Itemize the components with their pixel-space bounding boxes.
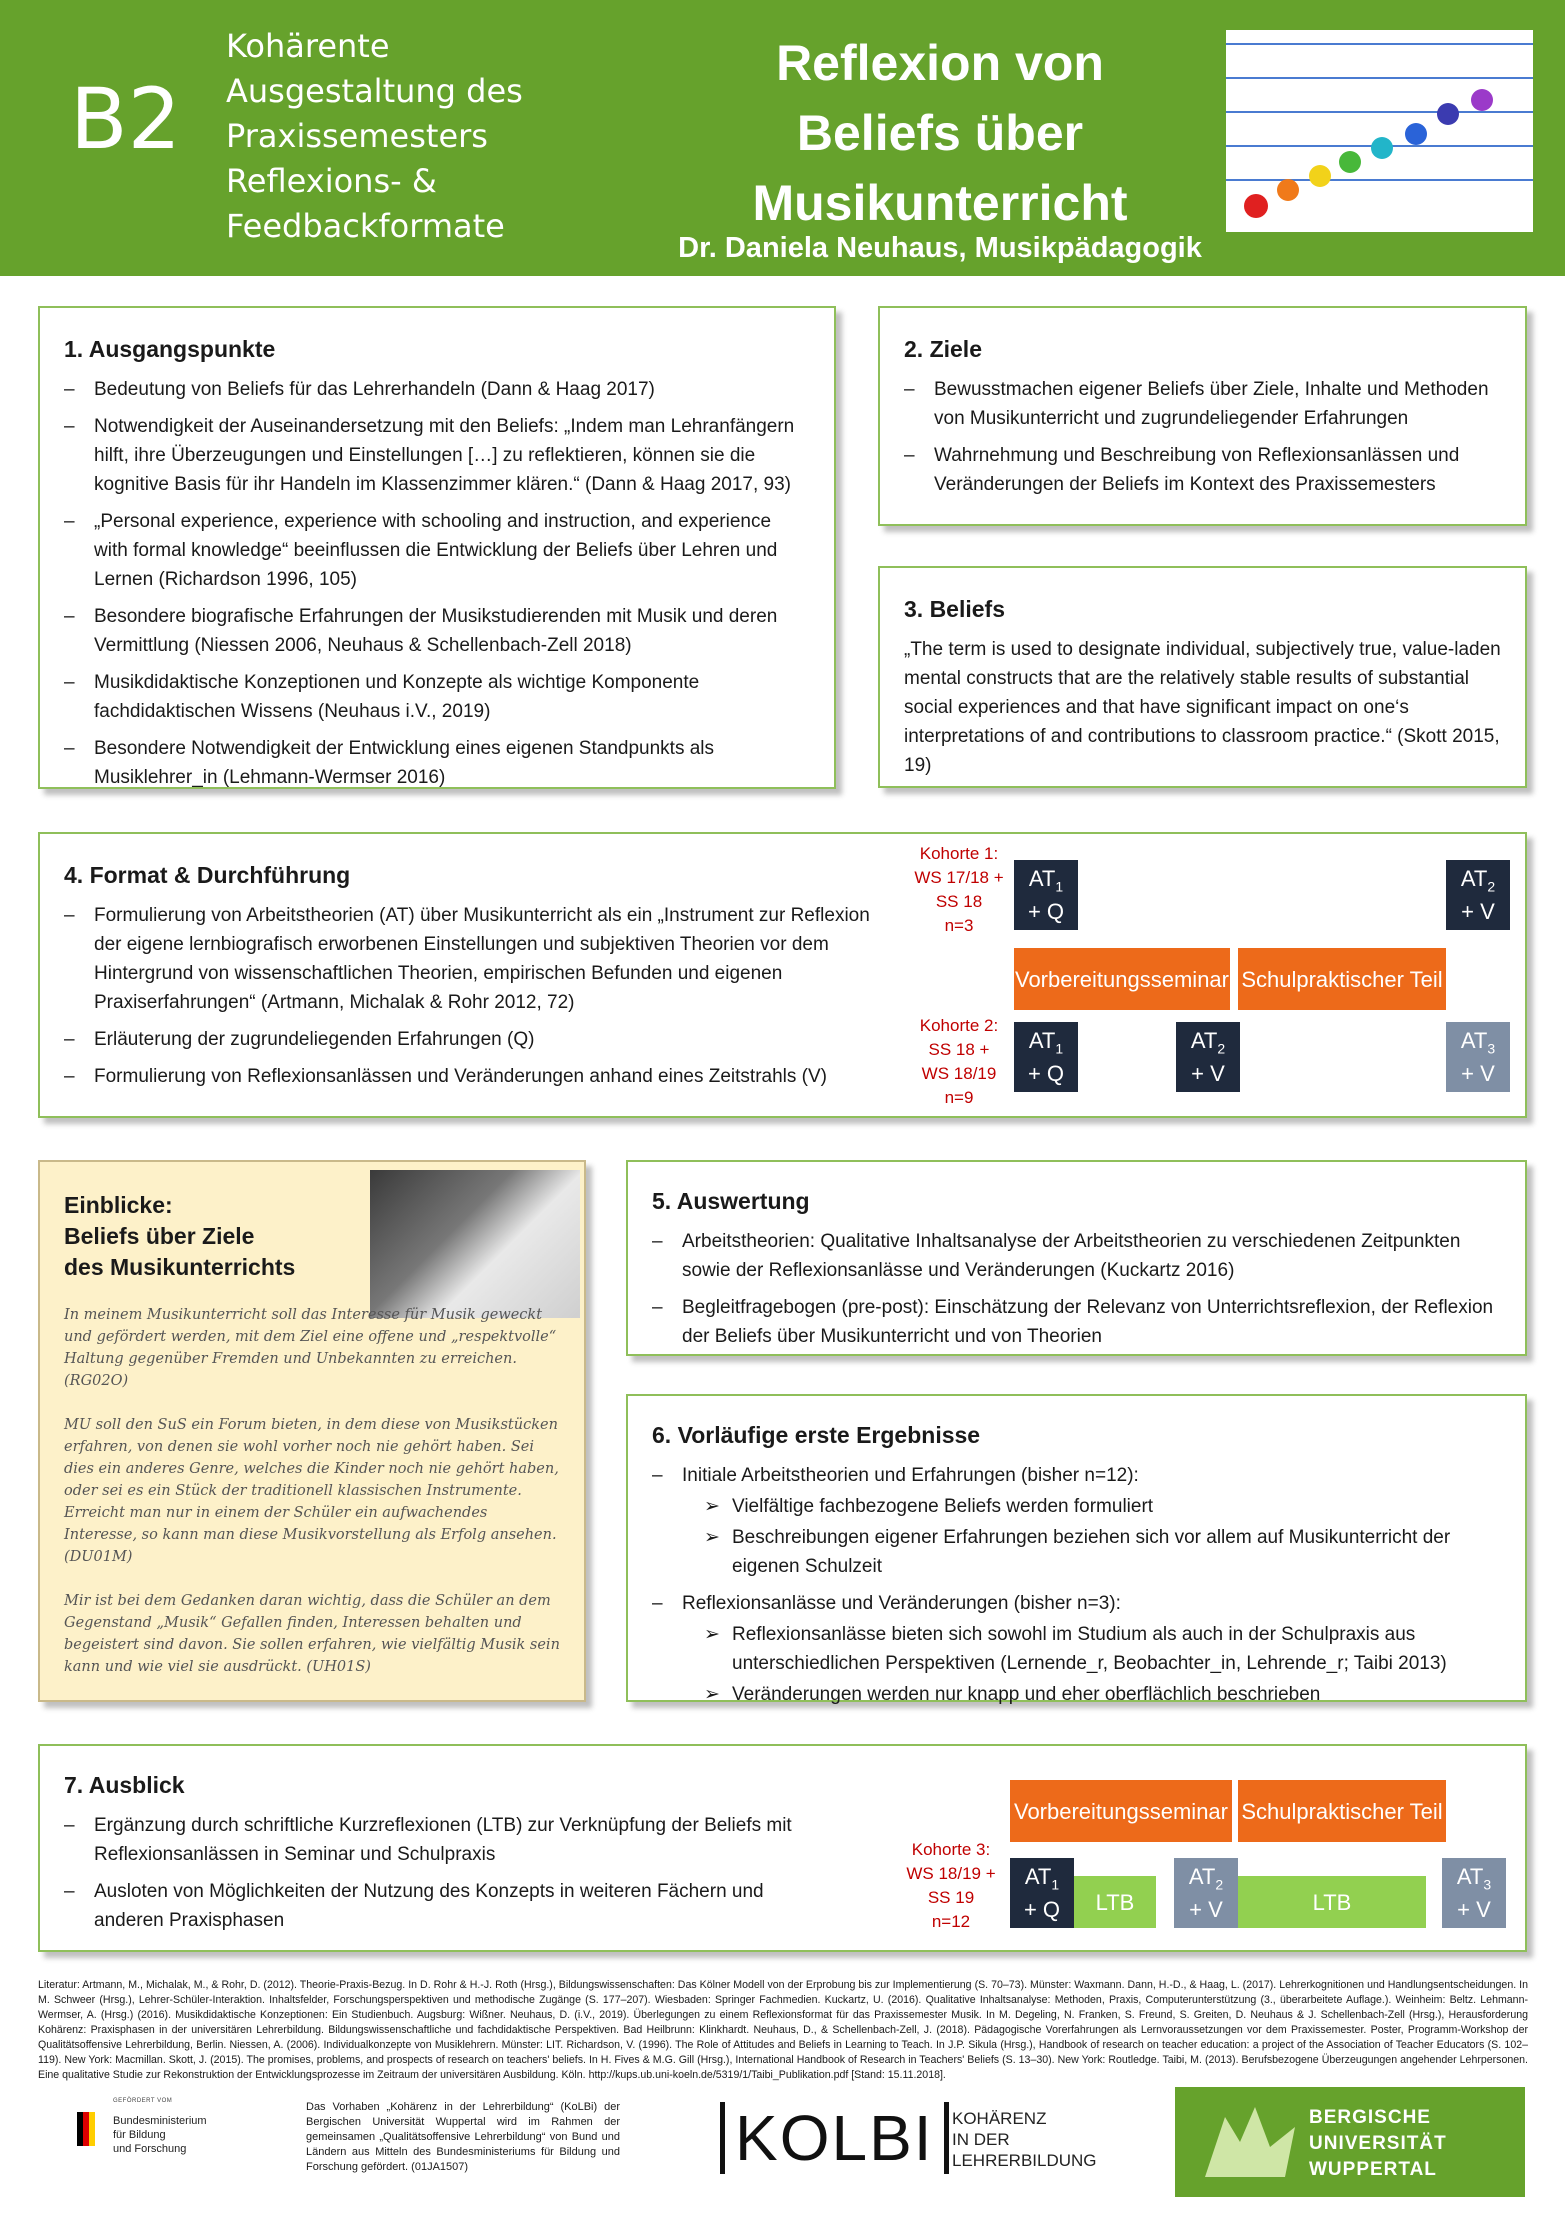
list-item: – Arbeitstheorien: Qualitative Inhaltsanalyse der Arbeitstheorien zu verschiedenen Zeitpunkten sowie der Reflexionsanlässe und Veränderungen (Kuckartz 2016)	[652, 1227, 1501, 1285]
section-beliefs	[878, 566, 1527, 788]
section-title: 2. Ziele	[904, 336, 982, 362]
ltb-cell: LTB	[1238, 1876, 1426, 1928]
section-title: 3. Beliefs	[904, 596, 1005, 622]
bullet-list	[64, 1811, 824, 1935]
literature-references: Literatur: Artmann, M., Michalak, M., & Rohr, D. (2012). Theorie-Praxis-Bezug. In D. Rohr & H.-J. Roth (Hrsg.), Bildungswissenschaften: Das Kölner Modell von der Erprobung bis zur Implementierung (S. 70–73). Münster: Waxmann. Dann, H.-D., & Haag, L. (2017). Lehrerkognitionen und Handlungsentscheidungen. In M. Schweer (Hrsg.), Lehrer-Schüler-Interaktion. Inhaltsfelder, Forschungsperspektiven und methodische Zugänge (S. 177–207). Wiesbaden: Springer Fachmedien. Kuckartz, U. (2016). Qualitative Inhaltsanalyse: Methoden, Praxis, Computerunterstützung (3., überarbeitete Auflage.). Weinheim: Beltz. Lehmann-Wermser, A. (Hrsg.) (2016). Musikdidaktische Konzeptionen: Ein Studienbuch. Augsburg: Wißner. Neuhaus, D. (i.V., 2019). Überlegungen zu einem Reflexionsformat für das Praxissemester Musik. In M. Degeling, N. Franken, S. Freund, S. Greiten, D. Neuhaus & J. Schellenbach-Zell (Hrsg.), Herausforderung Kohärenz: Praxisphasen in der universitären Lehrerbildung. Bildungswissenschaftliche und fachdidaktische Perspektiven. Bad Heilbrunn: Klinkhardt. Neuhaus, D., & Schellenbach-Zell, J. (2018). Pädagogische Vorerfahrungen als Lernvoraussetzungen vor dem Praxissemester. Poster, Programm-Workshop der Qualitätsoffensive Lehrerbildung, Berlin. Niessen, A. (2006). Individualkonzepte von Musiklehrern. Münster: LIT. Richardson, V. (1996). The Role of Attitudes and Beliefs in Learning to Teach. In J.P. Sikula (Hrsg.), Handbook of research on teacher education: a project of the Association of Teacher Educators (S. 102–119). New York: Macmillan. Skott, J. (2015). The promises, problems, and prospects of research on teachers' beliefs. In H. Fives & M.G. Gill (Hrsg.), International Handbook of Research in Teachers' Beliefs (S. 13–30). New York: Routledge. Taibi, M. (2013). Berufsbezogene Überzeugungen angehender Lehrpersonen. Eine qualitative Studie zur Rekonstruktion der Entwicklungsprozesse im Zeitraum der universitären Ausbildung. Köln. http://kups.ub.uni-koeln.de/5319/1/Taibi_Publikation.pdf [Stand: 15.11.2018].	[38, 1979, 1528, 2081]
list-item: – Formulierung von Arbeitstheorien (AT) über Musikunterricht als ein „Instrument zur Reflexion der eigene lernbiografisch erworbenen Einstellungen und subjektiven Theorien vor dem Hintergrund von wissenschaftlichen Theorien, empirischen Befunden und eigenen Praxiserfahrungen“ (Artmann, Michalak & Rohr 2012, 72)	[64, 901, 884, 1017]
section-auswertung	[626, 1160, 1527, 1356]
list-subitem: ➢ Veränderungen werden nur knapp und eher oberflächlich beschrieben	[652, 1680, 1501, 1709]
list-item: – Notwendigkeit der Auseinandersetzung mit den Beliefs: „Indem man Lehranfängern hilft, ihre Überzeugungen und Einstellungen […] zu reflektieren, können sie die kognitive Basis für ihr Handeln im Klassenzimmer klären.“ (Dann & Haag 2017, 93)	[64, 412, 810, 499]
list-item: – Formulierung von Reflexionsanlässen und Veränderungen anhand eines Zeitstrahls (V)	[64, 1062, 884, 1091]
at3-v-cell: $AT_3$ + V	[1442, 1858, 1506, 1928]
cohort-1-label: Kohorte 1: WS 17/18 + SS 18 n=3	[914, 844, 1004, 935]
student-quotes	[64, 1304, 564, 1700]
list-subitem: ➢ Vielfältige fachbezogene Beliefs werden formuliert	[652, 1492, 1501, 1521]
at1-q-cell: $AT_1$ + Q	[1014, 860, 1078, 930]
ltb-cell: LTB	[1074, 1876, 1156, 1928]
seminar-cell: Vorbereitungsseminar	[1014, 948, 1230, 1010]
list-item: – Initiale Arbeitstheorien und Erfahrungen (bisher n=12):	[652, 1461, 1501, 1490]
seminar-cell: Vorbereitungsseminar	[1010, 1780, 1232, 1842]
list-item: – Reflexionsanlässe und Veränderungen (bisher n=3):	[652, 1589, 1501, 1618]
practice-cell: Schulpraktischer Teil	[1238, 1780, 1446, 1842]
list-item: – Bewusstmachen eigener Beliefs über Ziele, Inhalte und Methoden von Musikunterricht und zugrundeliegender Erfahrungen	[904, 375, 1501, 433]
project-subtitle: Kohärente Ausgestaltung des Praxissemesters Reflexions- & Feedbackformate	[226, 27, 523, 245]
section-title: 1. Ausgangspunkte	[64, 336, 276, 362]
at2-v-cell: $AT_2$ + V	[1176, 1022, 1240, 1092]
bmbf-logo: GEFÖRDERT VOM Bundesministerium für Bildung und Forschung	[75, 2098, 265, 2198]
list-item: – Begleitfragebogen (pre-post): Einschätzung der Relevanz von Unterrichtsreflexion, der Reflexion der Beliefs über Musikunterricht und von Theorien	[652, 1293, 1501, 1351]
bullet-list	[64, 901, 884, 1091]
list-item: – Musikdidaktische Konzeptionen und Konzepte als wichtige Komponente fachdidaktischen Wissens (Neuhaus i.V., 2019)	[64, 668, 810, 726]
kolbi-logo: KOLBI KOHÄRENZ IN DER LEHRERBILDUNG	[720, 2098, 1100, 2188]
section-title: 5. Auswertung	[652, 1188, 810, 1214]
bullet-list	[904, 375, 1501, 499]
list-item: – Wahrnehmung und Beschreibung von Reflexionsanlässen und Veränderungen der Beliefs im Kontext des Praxissemesters	[904, 441, 1501, 499]
section-title: 6. Vorläufige erste Ergebnisse	[652, 1422, 981, 1448]
list-item: – Erläuterung der zugrundeliegenden Erfahrungen (Q)	[64, 1025, 884, 1054]
at3-v-cell: $AT_3$ + V	[1446, 1022, 1510, 1092]
poster-title: Reflexion von Beliefs über Musikunterricht	[752, 35, 1128, 231]
university-emblem-icon	[1195, 2097, 1305, 2187]
bullet-list	[652, 1461, 1501, 1709]
at1-q-cell: $AT_1$ + Q	[1010, 1858, 1074, 1928]
list-subitem: ➢ Beschreibungen eigener Erfahrungen beziehen sich vor allem auf Musikunterricht der eigenen Schulzeit	[652, 1523, 1501, 1581]
writing-hand-photo	[370, 1170, 580, 1318]
poster-header	[0, 0, 1565, 276]
insight-box	[38, 1160, 586, 1702]
buw-logo: BERGISCHE UNIVERSITÄT WUPPERTAL	[1175, 2087, 1525, 2197]
bullet-list	[64, 375, 810, 792]
at1-q-cell: $AT_1$ + Q	[1014, 1022, 1078, 1092]
section-ausgangspunkte	[38, 306, 836, 789]
section-format	[38, 832, 1527, 1118]
insight-title: Einblicke: Beliefs über Ziele des Musikunterrichts	[64, 1192, 296, 1280]
cohort-2-label: Kohorte 2: SS 18 + WS 18/19 n=9	[919, 1016, 999, 1107]
cohort-3-label: Kohorte 3: WS 18/19 + SS 19 n=12	[906, 1840, 996, 1931]
section-ausblick	[38, 1744, 1527, 1952]
list-item: – Besondere biografische Erfahrungen der Musikstudierenden mit Musik und deren Vermittlung (Niessen 2006, Neuhaus & Schellenbach-Zell 2018)	[64, 602, 810, 660]
handprints-image	[1226, 30, 1533, 232]
section-ziele	[878, 306, 1527, 526]
list-item: – Bedeutung von Beliefs für das Lehrerhandeln (Dann & Haag 2017)	[64, 375, 810, 404]
bullet-list	[652, 1227, 1501, 1351]
list-item: – Besondere Notwendigkeit der Entwicklung eines eigenen Standpunkts als Musiklehrer_in (Lehmann-Wermser 2016)	[64, 734, 810, 792]
list-subitem: ➢ Reflexionsanlässe bieten sich sowohl im Studium als auch in der Schulpraxis aus unterschiedlichen Perspektiven (Lernende_r, Beobachter_in, Lehrende_r; Taibi 2013)	[652, 1620, 1501, 1678]
section-code: B2	[70, 70, 182, 168]
section-title: 7. Ausblick	[64, 1772, 185, 1798]
student-quote: In meinem Musikunterricht soll das Interesse für Musik geweckt und gefördert werden, mit dem Ziel eine offene und „respektvolle“ Haltung gegenüber Fremden und Unbekannten zu erreichen. (RG02O)	[64, 1307, 557, 1389]
list-item: – Ergänzung durch schriftliche Kurzreflexionen (LTB) zur Verknüpfung der Beliefs mit Reflexionsanlässen in Seminar und Schulpraxis	[64, 1811, 824, 1869]
federal-eagle-icon	[75, 2112, 105, 2146]
list-item: – „Personal experience, experience with schooling and instruction, and experience with formal knowledge“ beeinflussen die Entwicklung der Beliefs über Lehren und Lernen (Richardson 1996, 105)	[64, 507, 810, 594]
funding-notice: Das Vorhaben „Kohärenz in der Lehrerbildung“ (KoLBi) der Bergischen Universität Wuppertal wird im Rahmen der gemeinsamen „Qualitätsoffensive Lehrerbildung“ von Bund und Ländern aus Mitteln des Bundesministeriums für Bildung und Forschung gefördert. (01JA1507)	[306, 2101, 620, 2173]
belief-definition-quote: „The term is used to designate individual, subjectively true, value-laden mental constructs that are the relatively stable results of substantial social experiences and that have significant impact on one‘s interpretations of and contributions to classroom practice.“ (Skott 2015, 19)	[904, 639, 1501, 776]
author: Dr. Daniela Neuhaus, Musikpädagogik	[678, 232, 1202, 264]
at2-v-cell: $AT_2$ + V	[1446, 860, 1510, 930]
practice-cell: Schulpraktischer Teil	[1238, 948, 1446, 1010]
section-ergebnisse	[626, 1394, 1527, 1705]
section-title: 4. Format & Durchführung	[64, 862, 351, 888]
student-quote: MU soll den SuS ein Forum bieten, in dem diese von Musikstücken erfahren, von denen sie wohl vorher noch nie gehört haben. Sei dies ein anderes Genre, welches die Kinder noch nie gehört haben, oder sei es ein Stück der traditionell klassischen Instrumente. Erreicht man nur in einem der Schüler ein aufwachendes Interesse, so kann man diese Musikvorstellung als Erfolg ansehen. (DU01M)	[64, 1417, 559, 1565]
student-quote: Mir ist bei dem Gedanken daran wichtig, dass die Schüler an dem Gegenstand „Musik“ Gefallen finden, Interessen behalten und begeistert sind davon. Sie sollen erfahren, wie vielfältig Musik sein kann und wie viel sie ausdrückt. (UH01S)	[64, 1593, 560, 1675]
at2-v-cell: $AT_2$ + V	[1174, 1858, 1238, 1928]
music-staff-handprints-icon	[1226, 30, 1533, 232]
list-item: – Ausloten von Möglichkeiten der Nutzung des Konzepts in weiteren Fächern und anderen Praxisphasen	[64, 1877, 824, 1935]
